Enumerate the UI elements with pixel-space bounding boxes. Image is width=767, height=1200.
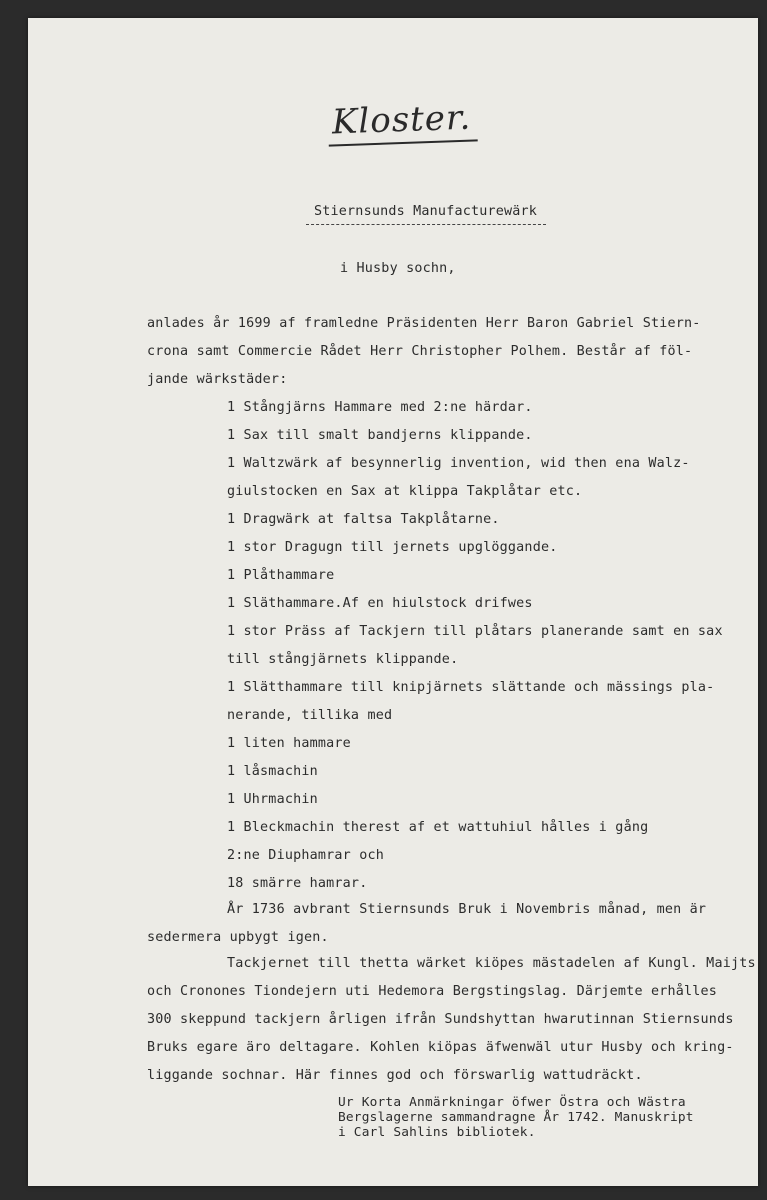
body-line: anlades år 1699 af framledne Präsidenten Herr Baron Gabriel Stiern- xyxy=(147,316,701,331)
list-item: 1 Waltzwärk af besynnerlig invention, wid then ena Walz- xyxy=(227,456,690,471)
list-item: 1 Bleckmachin therest af et wattuhiul hålles i gång xyxy=(227,820,649,835)
body-line: Tackjernet till thetta wärket kiöpes mästadelen af Kungl. Maijts xyxy=(227,956,756,971)
list-item: 1 Slätthammare till knipjärnets slättande och mässings pla- xyxy=(227,680,715,695)
list-item: till stångjärnets klippande. xyxy=(227,652,459,667)
source-citation xyxy=(338,1095,694,1140)
body-line: och Cronones Tiondejern uti Hedemora Bergstingslag. Därjemte erhålles xyxy=(147,984,718,999)
subtitle-underline xyxy=(306,224,546,225)
list-item: 1 Dragwärk at faltsa Takplåtarne. xyxy=(227,512,500,527)
list-item: 18 smärre hamrar. xyxy=(227,876,368,891)
list-item: giulstocken en Sax at klippa Takplåtar etc. xyxy=(227,484,583,499)
list-item: 1 Stångjärns Hammare med 2:ne härdar. xyxy=(227,400,533,415)
body-line: crona samt Commercie Rådet Herr Christopher Polhem. Består af föl- xyxy=(147,344,693,359)
list-item: 1 Släthammare.Af en hiulstock drifwes xyxy=(227,596,533,611)
list-item: 1 Uhrmachin xyxy=(227,792,318,807)
citation-line: i Carl Sahlins bibliotek. xyxy=(338,1125,536,1140)
list-item: 2:ne Diuphamrar och xyxy=(227,848,384,863)
body-line: År 1736 avbrant Stiernsunds Bruk i Novembris månad, men är xyxy=(227,902,707,917)
list-item: 1 Plåthammare xyxy=(227,568,335,583)
location-line: i Husby sochn, xyxy=(340,261,456,276)
handwritten-heading: Kloster. xyxy=(327,97,478,146)
list-item: 1 stor Dragugn till jernets upglöggande. xyxy=(227,540,558,555)
list-item: 1 låsmachin xyxy=(227,764,318,779)
list-item: 1 liten hammare xyxy=(227,736,351,751)
document-page xyxy=(28,18,758,1186)
body-line: jande wärkstäder: xyxy=(147,372,288,387)
document-subtitle: Stiernsunds Manufacturewärk xyxy=(314,204,538,219)
citation-line: Bergslagerne sammandragne År 1742. Manuskript xyxy=(338,1110,694,1125)
body-line: Bruks egare äro deltagare. Kohlen kiöpas äfwenwäl utur Husby och kring- xyxy=(147,1040,734,1055)
list-item: 1 Sax till smalt bandjerns klippande. xyxy=(227,428,533,443)
body-line: sedermera upbygt igen. xyxy=(147,930,329,945)
body-line: liggande sochnar. Här finnes god och förswarlig wattudräckt. xyxy=(147,1068,643,1083)
list-item: 1 stor Präss af Tackjern till plåtars planerande samt en sax xyxy=(227,624,723,639)
list-item: nerande, tillika med xyxy=(227,708,393,723)
body-line: 300 skeppund tackjern årligen ifrån Sundshyttan hwarutinnan Stiernsunds xyxy=(147,1012,734,1027)
citation-line: Ur Korta Anmärkningar öfwer Östra och Wästra xyxy=(338,1095,686,1110)
